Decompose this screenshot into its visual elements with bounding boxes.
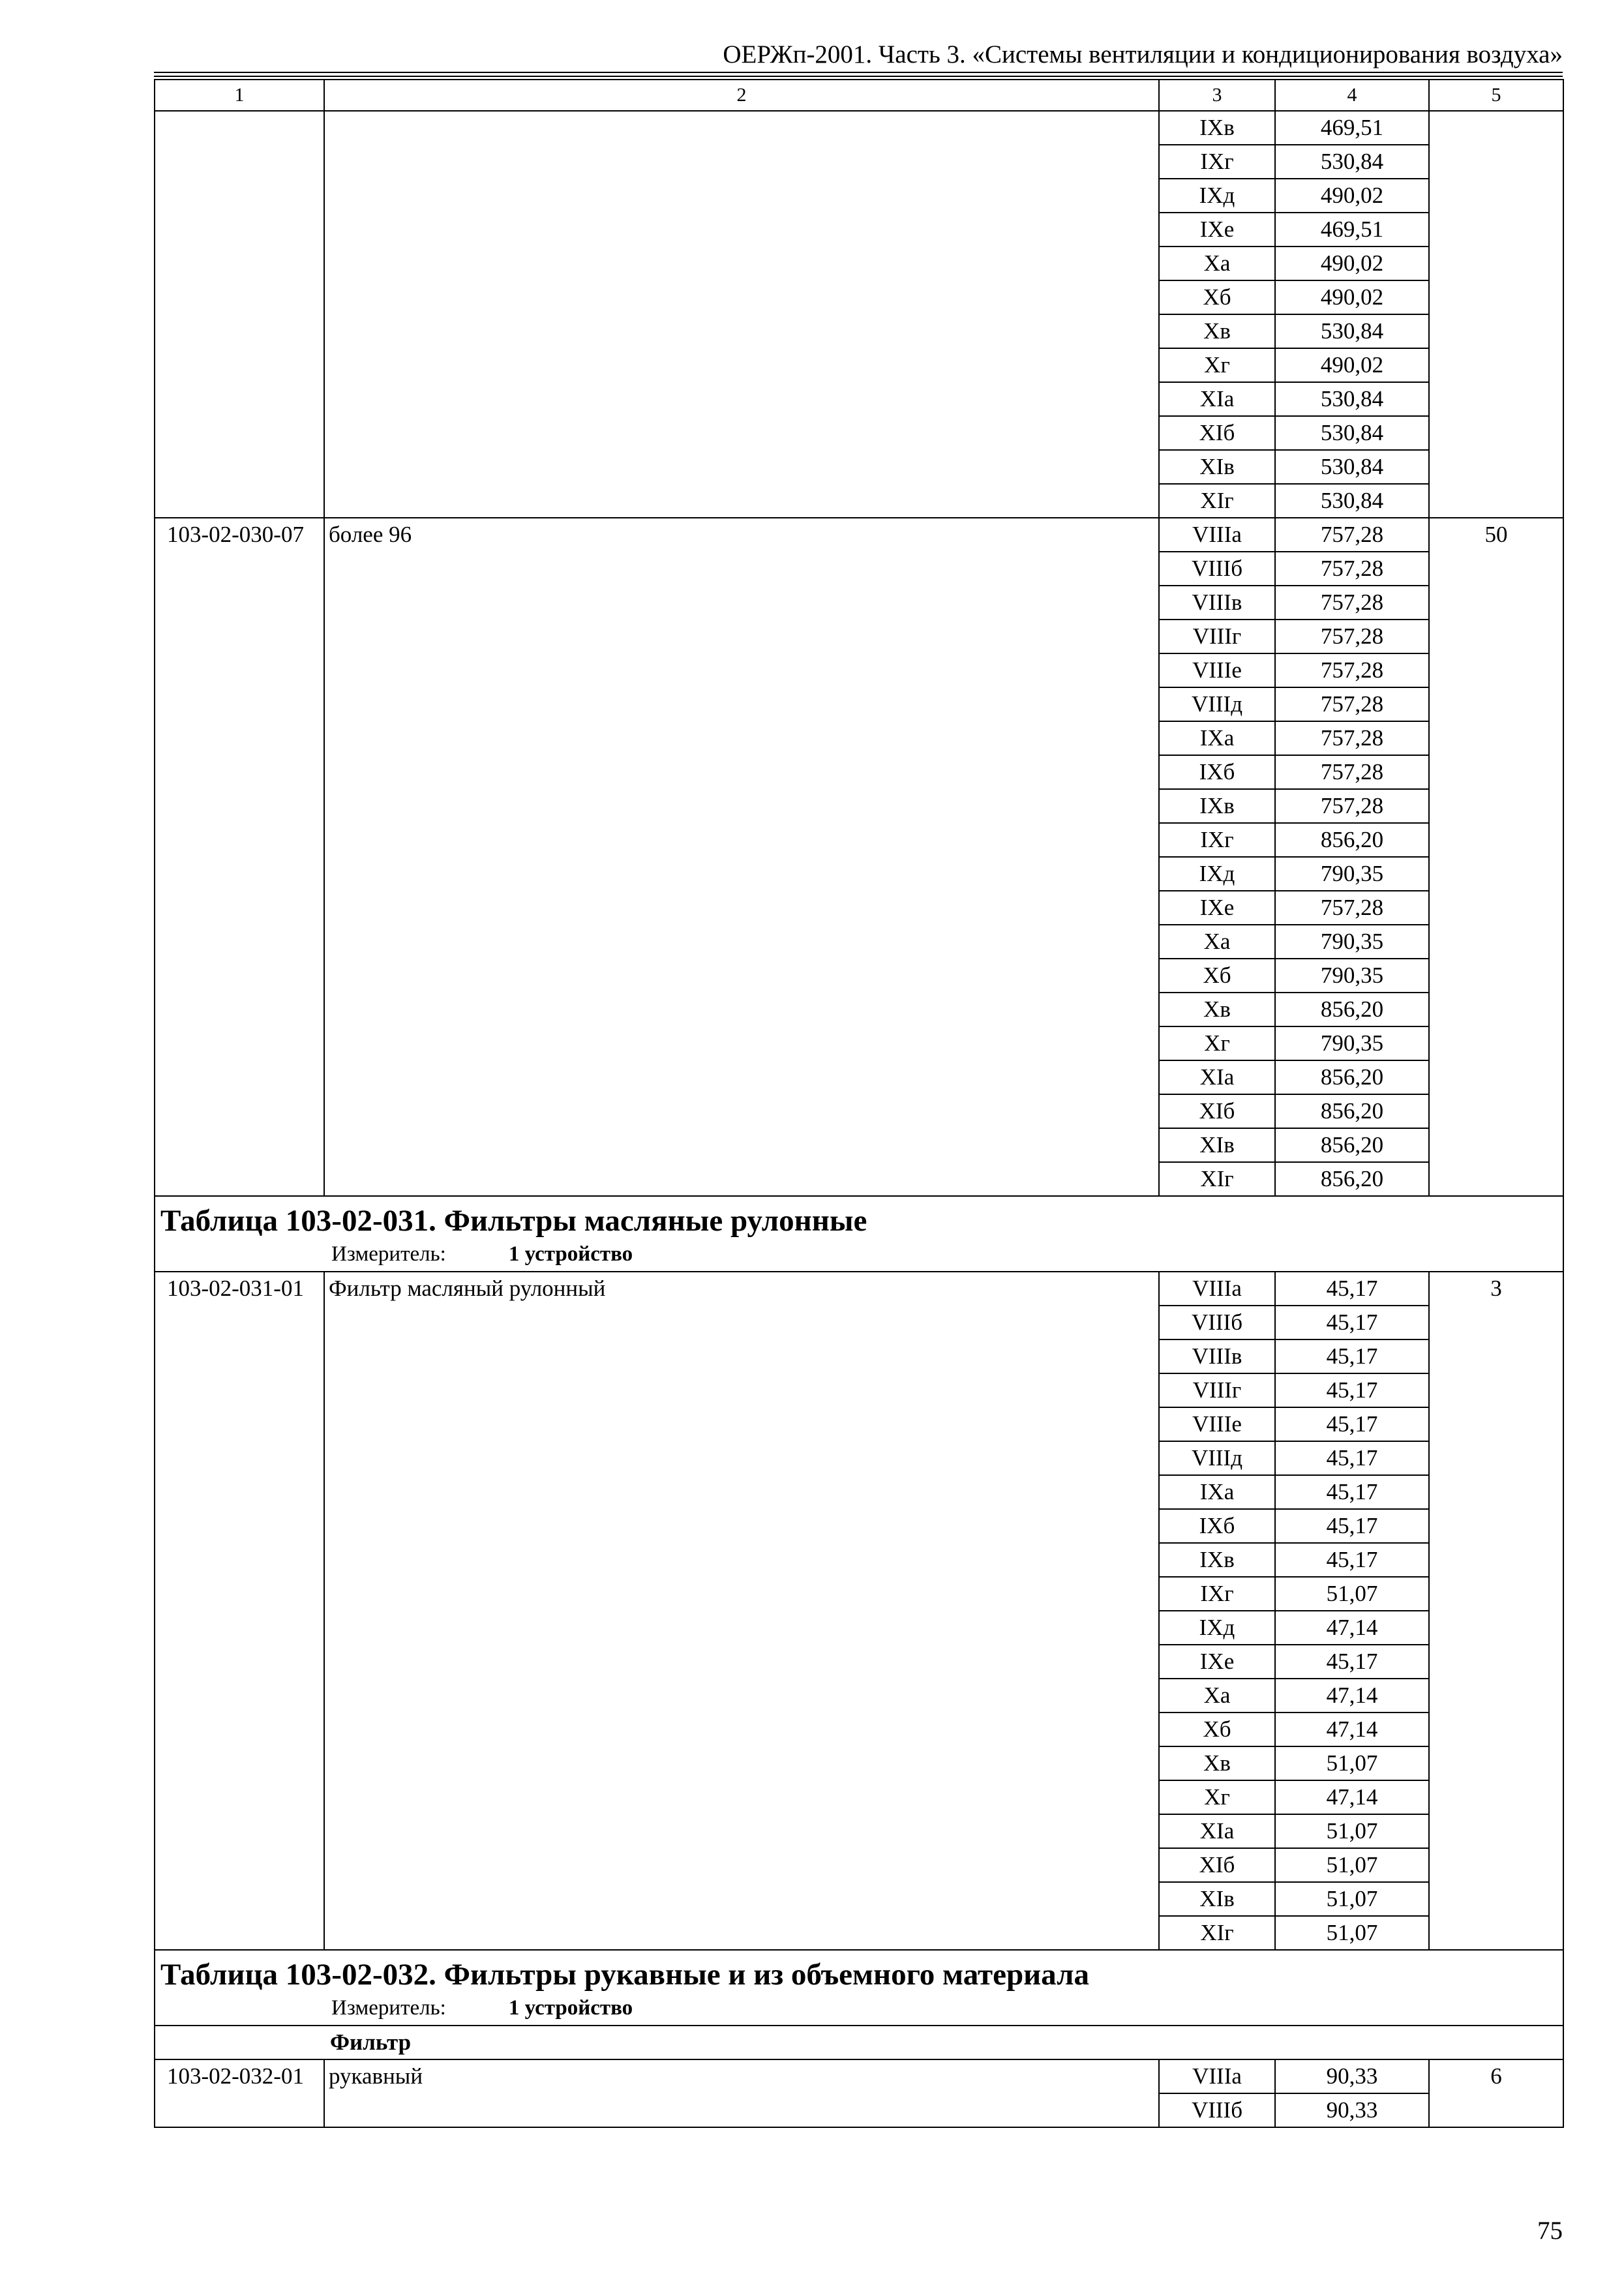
- price-cell: 490,02: [1275, 179, 1429, 213]
- zone-cell: XIв: [1159, 1882, 1275, 1916]
- table-032-header: [155, 1950, 1563, 2026]
- rate-code: 103-02-032-01: [155, 2059, 324, 2127]
- zone-cell: VIIIа: [1159, 518, 1275, 552]
- zone-cell: VIIIд: [1159, 1441, 1275, 1475]
- price-cell: 45,17: [1275, 1272, 1429, 1306]
- column5-value: 6: [1429, 2059, 1563, 2127]
- price-cell: 530,84: [1275, 484, 1429, 518]
- price-cell: 530,84: [1275, 382, 1429, 416]
- section-header-cell: [155, 1196, 1563, 1272]
- zone-cell: IXг: [1159, 145, 1275, 179]
- header-rule: [154, 76, 1563, 77]
- zone-cell: IXб: [1159, 755, 1275, 789]
- price-cell: 45,17: [1275, 1543, 1429, 1577]
- price-cell: 757,28: [1275, 552, 1429, 586]
- zone-cell: XIв: [1159, 450, 1275, 484]
- price-cell: 757,28: [1275, 687, 1429, 721]
- column-number-row: [155, 80, 1563, 111]
- zone-cell: IXа: [1159, 1475, 1275, 1509]
- zone-cell: VIIIе: [1159, 1407, 1275, 1441]
- table-row: [155, 1272, 1563, 1306]
- price-cell: 51,07: [1275, 1577, 1429, 1611]
- price-cell: 530,84: [1275, 416, 1429, 450]
- zone-cell: VIIIе: [1159, 653, 1275, 687]
- price-cell: 45,17: [1275, 1645, 1429, 1679]
- price-cell: 47,14: [1275, 1780, 1429, 1814]
- price-cell: 856,20: [1275, 823, 1429, 857]
- rate-description: Фильтр масляный рулонный: [324, 1272, 1159, 1950]
- zone-cell: Xг: [1159, 348, 1275, 382]
- zone-cell: VIIIб: [1159, 2093, 1275, 2127]
- zone-cell: XIб: [1159, 416, 1275, 450]
- rate-code: 103-02-030-07: [155, 518, 324, 1196]
- zone-cell: IXг: [1159, 1577, 1275, 1611]
- zone-cell: XIб: [1159, 1848, 1275, 1882]
- price-cell: 856,20: [1275, 1094, 1429, 1128]
- price-cell: 51,07: [1275, 1848, 1429, 1882]
- price-cell: 47,14: [1275, 1611, 1429, 1645]
- zone-cell: IXб: [1159, 1509, 1275, 1543]
- price-cell: 45,17: [1275, 1475, 1429, 1509]
- zone-cell: IXе: [1159, 891, 1275, 925]
- column-number: 1: [155, 80, 324, 111]
- column-number: 4: [1275, 80, 1429, 111]
- meter-label: Измеритель:: [331, 1242, 446, 1266]
- price-cell: 51,07: [1275, 1814, 1429, 1848]
- section-header-cell: [155, 1950, 1563, 2026]
- meter-line: [160, 1240, 1557, 1268]
- zone-cell: XIг: [1159, 1162, 1275, 1196]
- zone-cell: Xб: [1159, 1713, 1275, 1746]
- meter-unit: 1 устройство: [508, 1242, 633, 1266]
- zone-cell: IXа: [1159, 721, 1275, 755]
- price-cell: 45,17: [1275, 1407, 1429, 1441]
- zone-cell: VIIIд: [1159, 687, 1275, 721]
- table-row: [155, 518, 1563, 552]
- price-cell: 757,28: [1275, 620, 1429, 653]
- column-number: 5: [1429, 80, 1563, 111]
- price-cell: 856,20: [1275, 1060, 1429, 1094]
- zone-cell: IXд: [1159, 179, 1275, 213]
- zone-cell: XIб: [1159, 1094, 1275, 1128]
- zone-cell: Xа: [1159, 1679, 1275, 1713]
- price-cell: 490,02: [1275, 348, 1429, 382]
- zone-cell: VIIIв: [1159, 586, 1275, 620]
- zone-cell: Xв: [1159, 314, 1275, 348]
- zone-cell: Xг: [1159, 1026, 1275, 1060]
- zone-cell: IXд: [1159, 1611, 1275, 1645]
- table-title: Таблица 103-02-031. Фильтры масляные рулонные: [160, 1204, 867, 1238]
- price-cell: 757,28: [1275, 721, 1429, 755]
- price-cell: 45,17: [1275, 1339, 1429, 1373]
- price-cell: 90,33: [1275, 2059, 1429, 2093]
- zone-cell: IXе: [1159, 1645, 1275, 1679]
- column5-value: [1429, 111, 1563, 518]
- zone-cell: IXв: [1159, 111, 1275, 145]
- table-row: [155, 111, 1563, 145]
- column-number: 2: [324, 80, 1159, 111]
- zone-cell: VIIIб: [1159, 552, 1275, 586]
- price-cell: 757,28: [1275, 653, 1429, 687]
- zone-cell: XIг: [1159, 484, 1275, 518]
- price-cell: 51,07: [1275, 1916, 1429, 1950]
- price-cell: 757,28: [1275, 755, 1429, 789]
- zone-cell: IXд: [1159, 857, 1275, 891]
- zone-cell: Xа: [1159, 247, 1275, 280]
- zone-cell: IXв: [1159, 1543, 1275, 1577]
- price-cell: 51,07: [1275, 1746, 1429, 1780]
- price-cell: 469,51: [1275, 213, 1429, 247]
- zone-cell: VIIIа: [1159, 2059, 1275, 2093]
- meter-line: [160, 1994, 1557, 2022]
- price-cell: 469,51: [1275, 111, 1429, 145]
- group-label: Фильтр: [155, 2026, 1563, 2059]
- column5-value: 3: [1429, 1272, 1563, 1950]
- zone-cell: XIа: [1159, 1814, 1275, 1848]
- price-cell: 757,28: [1275, 586, 1429, 620]
- price-cell: 856,20: [1275, 993, 1429, 1026]
- price-cell: 47,14: [1275, 1713, 1429, 1746]
- zone-cell: IXв: [1159, 789, 1275, 823]
- price-cell: 790,35: [1275, 857, 1429, 891]
- column5-value: 50: [1429, 518, 1563, 1196]
- price-cell: 45,17: [1275, 1373, 1429, 1407]
- zone-cell: Xб: [1159, 280, 1275, 314]
- rate-code: [155, 111, 324, 518]
- zone-cell: IXг: [1159, 823, 1275, 857]
- price-cell: 530,84: [1275, 145, 1429, 179]
- price-cell: 490,02: [1275, 280, 1429, 314]
- price-cell: 530,84: [1275, 314, 1429, 348]
- meter-unit: 1 устройство: [508, 1996, 633, 2020]
- price-cell: 90,33: [1275, 2093, 1429, 2127]
- meter-label: Измеритель:: [331, 1996, 446, 2020]
- rate-description: более 96: [324, 518, 1159, 1196]
- header-rule: [154, 72, 1563, 73]
- zone-cell: Xа: [1159, 925, 1275, 959]
- page-number: 75: [1537, 2217, 1563, 2245]
- price-cell: 45,17: [1275, 1509, 1429, 1543]
- table-row: [155, 2059, 1563, 2093]
- zone-cell: Xв: [1159, 993, 1275, 1026]
- price-cell: 757,28: [1275, 789, 1429, 823]
- zone-cell: VIIIг: [1159, 620, 1275, 653]
- group-row: [155, 2026, 1563, 2059]
- price-cell: 51,07: [1275, 1882, 1429, 1916]
- zone-cell: IXе: [1159, 213, 1275, 247]
- zone-cell: VIIIв: [1159, 1339, 1275, 1373]
- column-number: 3: [1159, 80, 1275, 111]
- price-cell: 790,35: [1275, 925, 1429, 959]
- zone-cell: Xг: [1159, 1780, 1275, 1814]
- zone-cell: Xб: [1159, 959, 1275, 993]
- rate-description: рукавный: [324, 2059, 1159, 2127]
- zone-cell: XIа: [1159, 1060, 1275, 1094]
- price-cell: 757,28: [1275, 518, 1429, 552]
- table-031-header: [155, 1196, 1563, 1272]
- zone-cell: VIIIб: [1159, 1306, 1275, 1339]
- price-cell: 530,84: [1275, 450, 1429, 484]
- zone-cell: XIв: [1159, 1128, 1275, 1162]
- price-cell: 856,20: [1275, 1128, 1429, 1162]
- price-cell: 490,02: [1275, 247, 1429, 280]
- zone-cell: Xв: [1159, 1746, 1275, 1780]
- price-cell: 45,17: [1275, 1306, 1429, 1339]
- price-cell: 790,35: [1275, 959, 1429, 993]
- price-cell: 757,28: [1275, 891, 1429, 925]
- zone-cell: VIIIг: [1159, 1373, 1275, 1407]
- zone-cell: XIа: [1159, 382, 1275, 416]
- price-cell: 47,14: [1275, 1679, 1429, 1713]
- price-cell: 856,20: [1275, 1162, 1429, 1196]
- price-cell: 45,17: [1275, 1441, 1429, 1475]
- rates-table: [154, 79, 1564, 2128]
- running-header: ОЕРЖп-2001. Часть 3. «Системы вентиляции и кондиционирования воздуха»: [723, 40, 1563, 68]
- zone-cell: XIг: [1159, 1916, 1275, 1950]
- table-title: Таблица 103-02-032. Фильтры рукавные и из объемного материала: [160, 1958, 1089, 1992]
- rate-code: 103-02-031-01: [155, 1272, 324, 1950]
- rate-description: [324, 111, 1159, 518]
- price-cell: 790,35: [1275, 1026, 1429, 1060]
- zone-cell: VIIIа: [1159, 1272, 1275, 1306]
